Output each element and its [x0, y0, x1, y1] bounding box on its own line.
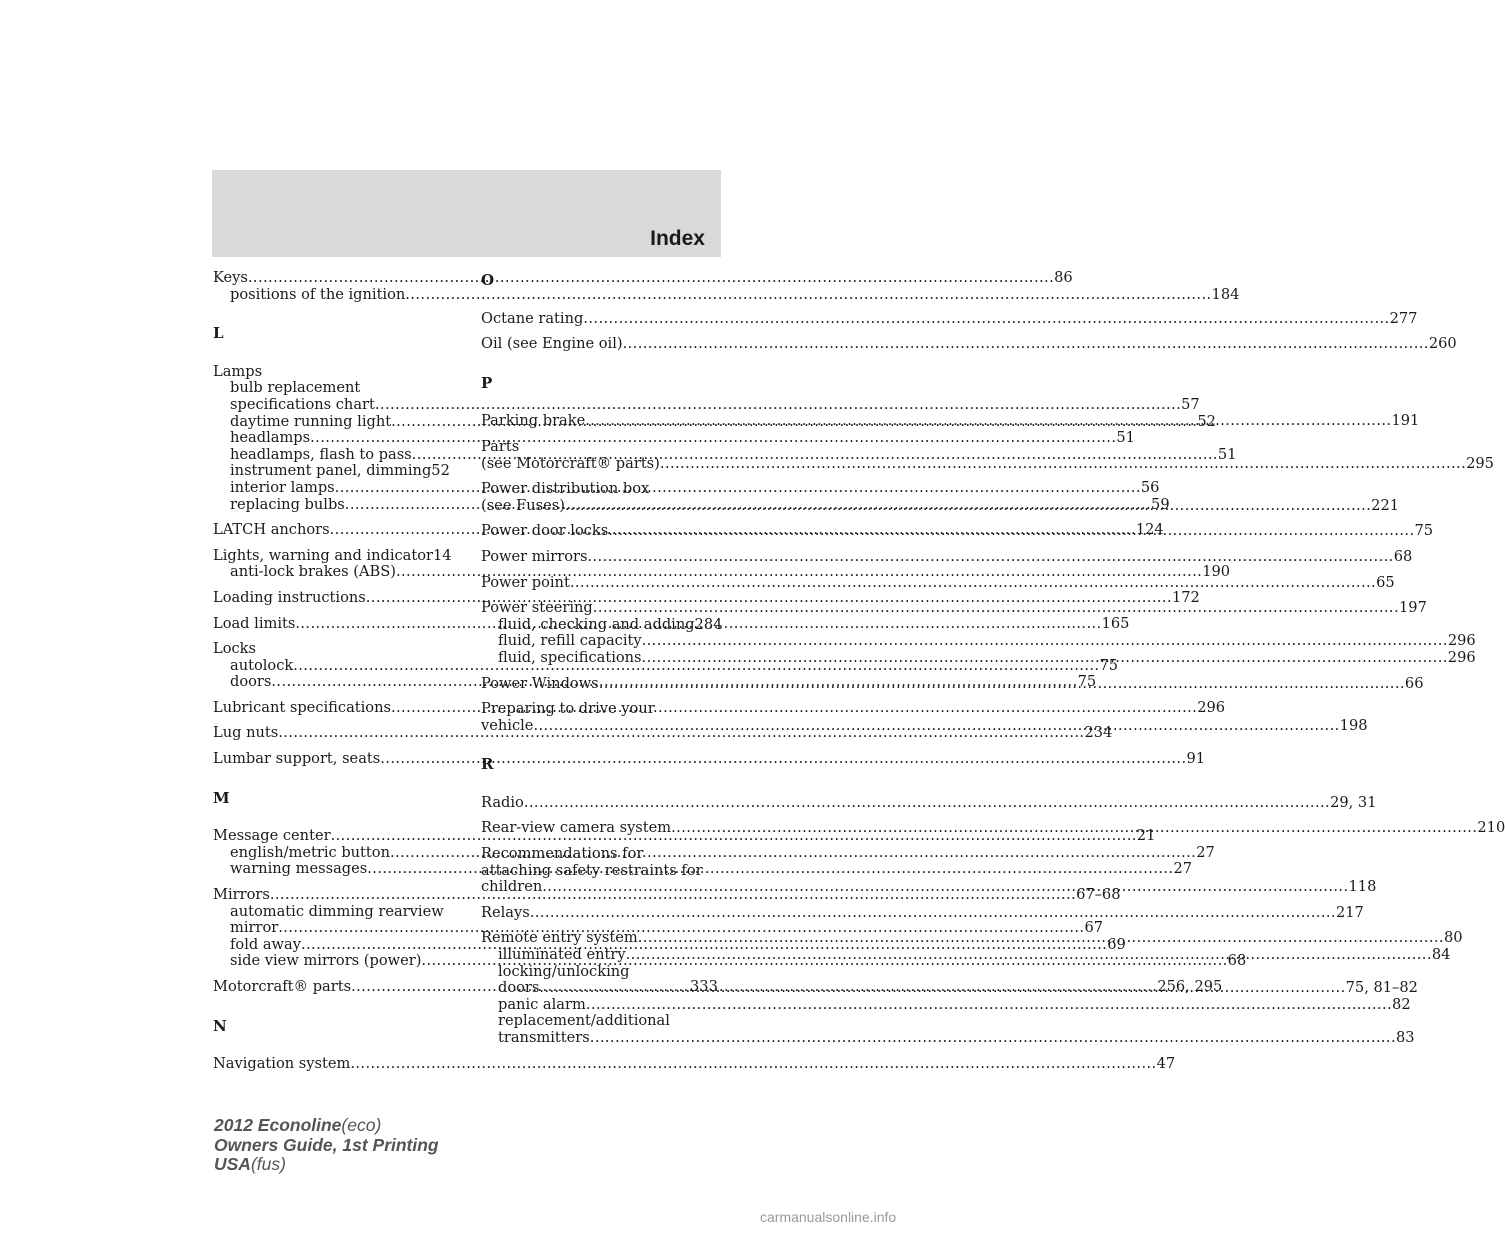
- index-subentry-line: [481, 1029, 1415, 1047]
- dot-leader: [642, 650, 1448, 667]
- entry-page-ref: 57: [1181, 395, 1200, 413]
- index-entry: [481, 335, 1457, 353]
- entry-label: LATCH anchors: [213, 521, 330, 539]
- index-entry-line: [213, 588, 1200, 607]
- entry-label: fluid, specifications: [498, 648, 642, 666]
- entry-label: autolock: [230, 656, 294, 674]
- index-subentry-line: [481, 1013, 717, 1030]
- entry-page-ref: 69: [1107, 935, 1126, 953]
- index-entry: [481, 903, 1364, 922]
- dot-leader: [565, 495, 1371, 515]
- index-letter-heading: M: [213, 788, 230, 807]
- entry-page-ref: 172: [1171, 588, 1200, 606]
- entry-label: children: [481, 878, 543, 896]
- index-entry-line: [481, 335, 1457, 353]
- dot-leader: [671, 820, 1477, 837]
- footer-model-code: (eco): [341, 1115, 382, 1135]
- entry-page-ref: 80: [1443, 929, 1463, 947]
- footer-line-1: [214, 1116, 439, 1136]
- entry-page-ref: 82: [1392, 995, 1411, 1013]
- index-entry-line: [481, 846, 717, 863]
- index-letter-heading: R: [481, 755, 494, 774]
- index-subentry-line: [481, 995, 1411, 1014]
- footer-imprint: [214, 1116, 439, 1175]
- entry-label: Keys: [213, 269, 248, 286]
- entry-label: anti-lock brakes (ABS): [230, 563, 396, 581]
- dot-leader: [593, 600, 1399, 617]
- entry-page-ref: 277: [1389, 309, 1418, 327]
- index-entry-line: [481, 309, 1418, 328]
- entry-page-ref: 124: [1135, 521, 1164, 539]
- section-title: Index: [650, 227, 705, 250]
- entry-page-ref: 83: [1396, 1029, 1415, 1046]
- index-subentry-line: [481, 615, 723, 634]
- entry-page-ref: 84: [1431, 946, 1451, 964]
- dot-leader: [583, 311, 1389, 328]
- entry-label: Power Windows: [481, 674, 599, 692]
- index-entry-line: [481, 903, 1364, 922]
- index-entry-line: [481, 819, 1505, 837]
- dot-leader: [539, 980, 1345, 997]
- entry-page-ref: 91: [1186, 750, 1206, 768]
- entry-page-ref: 118: [1348, 878, 1377, 896]
- entry-page-ref: 75: [1077, 673, 1097, 691]
- entry-page-ref: 234: [1084, 724, 1113, 742]
- entry-page-ref: 197: [1399, 599, 1427, 617]
- index-entry-line: [481, 573, 1395, 592]
- entry-label: warning messages: [230, 860, 368, 878]
- index-entry-line: [213, 641, 449, 658]
- entry-label: positions of the ignition: [230, 285, 406, 303]
- entry-label: fluid, refill capacity: [498, 632, 642, 650]
- entry-page-ref: 51: [1217, 445, 1237, 463]
- entry-label: daytime running light: [230, 412, 392, 430]
- entry-page-ref: 52: [431, 462, 450, 480]
- entry-page-ref: 66: [1404, 674, 1424, 692]
- dot-leader: [587, 549, 1393, 566]
- entry-label: Relays: [481, 903, 530, 921]
- dot-leader: [350, 1056, 1156, 1073]
- entry-label: Remote entry system: [481, 929, 638, 947]
- entry-page-ref: 75: [1414, 522, 1434, 540]
- entry-page-ref: 47: [1156, 1055, 1176, 1073]
- index-subentry-line: [213, 904, 449, 921]
- index-subentry-line: [213, 395, 1200, 414]
- entry-label: Recommendations for: [481, 845, 644, 863]
- dot-leader: [599, 673, 1405, 693]
- entry-page-ref: 190: [1202, 563, 1231, 581]
- entry-label: Power mirrors: [481, 547, 588, 565]
- entry-page-ref: 68: [1227, 952, 1247, 970]
- dot-leader: [533, 718, 1339, 735]
- entry-page-ref: 27: [1196, 843, 1215, 861]
- index-entry-line: [213, 269, 1073, 287]
- entry-label: interior lamps: [230, 478, 335, 496]
- entry-label: Locks: [213, 640, 256, 658]
- watermark: carmanualsonline.info: [760, 1209, 897, 1225]
- entry-label: bulb replacement: [230, 379, 361, 397]
- index-entry-line: [481, 793, 1377, 812]
- entry-page-ref: 21: [1136, 827, 1156, 845]
- index-entry-line: [213, 364, 449, 381]
- entry-label: Power steering: [481, 599, 593, 617]
- dot-leader: [586, 997, 1392, 1014]
- entry-page-ref: 29, 31: [1330, 793, 1377, 811]
- index-subentry-line: [213, 463, 449, 480]
- index-entry: [213, 269, 1240, 303]
- entry-label: Power point: [481, 573, 570, 591]
- entry-page-ref: 221: [1371, 496, 1400, 514]
- entry-label: Navigation system: [213, 1055, 351, 1073]
- entry-page-ref: 75, 81–82: [1345, 979, 1418, 997]
- entry-label: locking/unlocking: [498, 962, 630, 980]
- index-entry-line: [213, 1055, 1176, 1073]
- entry-label: Lumbar support, seats: [213, 750, 381, 768]
- entry-label: replacing bulbs: [230, 495, 345, 513]
- entry-page-ref: 14: [433, 546, 452, 564]
- entry-label: instrument panel, dimming: [230, 462, 432, 480]
- index-subentry-line: [481, 632, 1476, 650]
- index-entry-line: [213, 750, 1206, 768]
- page-number: 333: [690, 978, 718, 995]
- entry-label: illuminated entry: [498, 946, 626, 964]
- entry-page-ref: 67: [1084, 919, 1104, 937]
- entry-label: headlamps: [230, 429, 311, 447]
- entry-label: mirror: [230, 919, 279, 937]
- entry-page-ref: 52: [1197, 412, 1216, 430]
- index-entry-line: [481, 863, 717, 880]
- entry-page-ref: 67–68: [1076, 886, 1121, 904]
- index-letter-heading: N: [213, 1016, 227, 1035]
- entry-page-ref: 256, 295: [1157, 978, 1223, 995]
- entry-label: vehicle: [481, 716, 534, 734]
- entry-page-ref: 65: [1376, 573, 1395, 591]
- section-header-tab: [212, 170, 721, 257]
- index-subentry-line: [481, 964, 717, 981]
- entry-label: Oil (see Engine oil): [481, 335, 623, 353]
- entry-page-ref: 75: [1099, 656, 1119, 674]
- index-subentry-line: [213, 285, 1240, 304]
- footer-model: 2012 Econoline: [214, 1115, 342, 1135]
- entry-label: specifications chart: [230, 395, 375, 413]
- index-letter-heading: O: [481, 271, 495, 289]
- entry-label: replacement/additional: [498, 1012, 670, 1030]
- dot-leader: [623, 336, 1429, 353]
- entry-page-ref: 260: [1428, 335, 1457, 353]
- entry-label: Load limits: [213, 614, 296, 632]
- entry-label: Power distribution box: [481, 480, 650, 498]
- entry-label: side view mirrors (power): [230, 952, 422, 970]
- entry-label: Lamps: [213, 362, 263, 380]
- entry-label: Loading instructions: [213, 588, 366, 606]
- entry-label: english/metric button: [230, 843, 390, 861]
- dot-leader: [570, 575, 1376, 592]
- index-subentry-line: [213, 919, 1104, 937]
- index-entry: [481, 547, 1413, 566]
- index-entry: [481, 573, 1395, 592]
- dot-leader: [335, 480, 1141, 497]
- footer-market: USA: [214, 1154, 251, 1174]
- entry-label: (see Fuses): [481, 496, 565, 514]
- entry-page-ref: 217: [1335, 903, 1364, 921]
- index-entry: [213, 750, 1206, 768]
- index-entry: [213, 1055, 1176, 1073]
- index-entry-line: [481, 599, 1427, 617]
- entry-label: Radio: [481, 793, 524, 811]
- index-letter-heading: P: [481, 373, 493, 392]
- index-subentry-line: [213, 563, 1231, 581]
- dot-leader: [638, 930, 1444, 947]
- entry-label: automatic dimming rearview: [230, 902, 444, 920]
- index-entry: [213, 588, 1200, 607]
- entry-label: fold away: [230, 935, 301, 953]
- entry-label: (see Motorcraft® parts): [481, 454, 660, 472]
- index-entry: [481, 819, 1505, 837]
- entry-label: transmitters: [498, 1029, 590, 1046]
- entry-page-ref: 27: [1173, 860, 1193, 878]
- entry-page-ref: 59: [1151, 495, 1170, 513]
- index-entry: [481, 793, 1377, 812]
- entry-label: fluid, checking and adding: [498, 615, 695, 633]
- dot-leader: [542, 879, 1348, 896]
- entry-label: doors: [498, 979, 540, 997]
- dot-leader: [524, 795, 1330, 812]
- entry-label: attaching safety restraints for: [481, 861, 703, 879]
- entry-page-ref: 68: [1393, 547, 1413, 565]
- entry-label: Power door locks: [481, 522, 609, 540]
- entry-label: Lights, warning and indicator: [213, 546, 434, 564]
- entry-page-ref: 56: [1140, 478, 1160, 496]
- index-subentry-line: [213, 380, 449, 397]
- entry-label: Preparing to drive your: [481, 700, 655, 718]
- dot-leader: [608, 523, 1414, 540]
- entry-page-ref: 191: [1391, 412, 1420, 430]
- entry-label: Motorcraft® parts: [213, 978, 352, 995]
- entry-label: Lug nuts: [213, 724, 279, 742]
- index-entry-line: [481, 439, 717, 456]
- dot-leader: [530, 905, 1336, 922]
- entry-label: Octane rating: [481, 309, 584, 327]
- entry-page-ref: 198: [1339, 716, 1368, 734]
- entry-label: Mirrors: [213, 886, 270, 904]
- footer-market-code: (fus): [250, 1154, 286, 1174]
- dot-leader: [590, 1030, 1396, 1047]
- entry-page-ref: 165: [1101, 614, 1130, 632]
- dot-leader: [585, 413, 1391, 430]
- index-entry-line: [481, 701, 717, 718]
- entry-label: Lubricant specifications: [213, 698, 391, 716]
- index-entry-line: [213, 546, 452, 565]
- dot-leader: [642, 633, 1448, 650]
- entry-label: headlamps, flash to pass: [230, 445, 412, 463]
- dot-leader: [660, 456, 1466, 473]
- index-entry: [481, 309, 1418, 328]
- entry-page-ref: 51: [1116, 429, 1135, 447]
- entry-page-ref: 296: [1447, 632, 1476, 650]
- entry-label: panic alarm: [498, 995, 586, 1013]
- entry-label: doors: [230, 673, 272, 691]
- index-entry-line: [481, 481, 717, 498]
- entry-page-ref: 295: [1466, 454, 1494, 472]
- footer-line-3: [214, 1155, 439, 1175]
- entry-page-ref: 210: [1477, 819, 1505, 837]
- index-entry-line: [481, 547, 1413, 566]
- entry-page-ref: 284: [694, 615, 723, 633]
- entry-page-ref: 296: [1197, 698, 1226, 716]
- entry-label: Parking brake: [481, 412, 586, 430]
- entry-page-ref: 296: [1447, 648, 1476, 666]
- index-letter-heading: L: [213, 324, 224, 343]
- footer-line-2: Owners Guide, 1st Printing: [214, 1134, 439, 1155]
- entry-label: Parts: [481, 437, 520, 455]
- entry-label: Message center: [213, 827, 331, 845]
- dot-leader: [626, 947, 1432, 964]
- entry-page-ref: 184: [1211, 285, 1240, 303]
- entry-page-ref: 86: [1054, 269, 1073, 286]
- entry-label: Rear-view camera system: [481, 819, 672, 837]
